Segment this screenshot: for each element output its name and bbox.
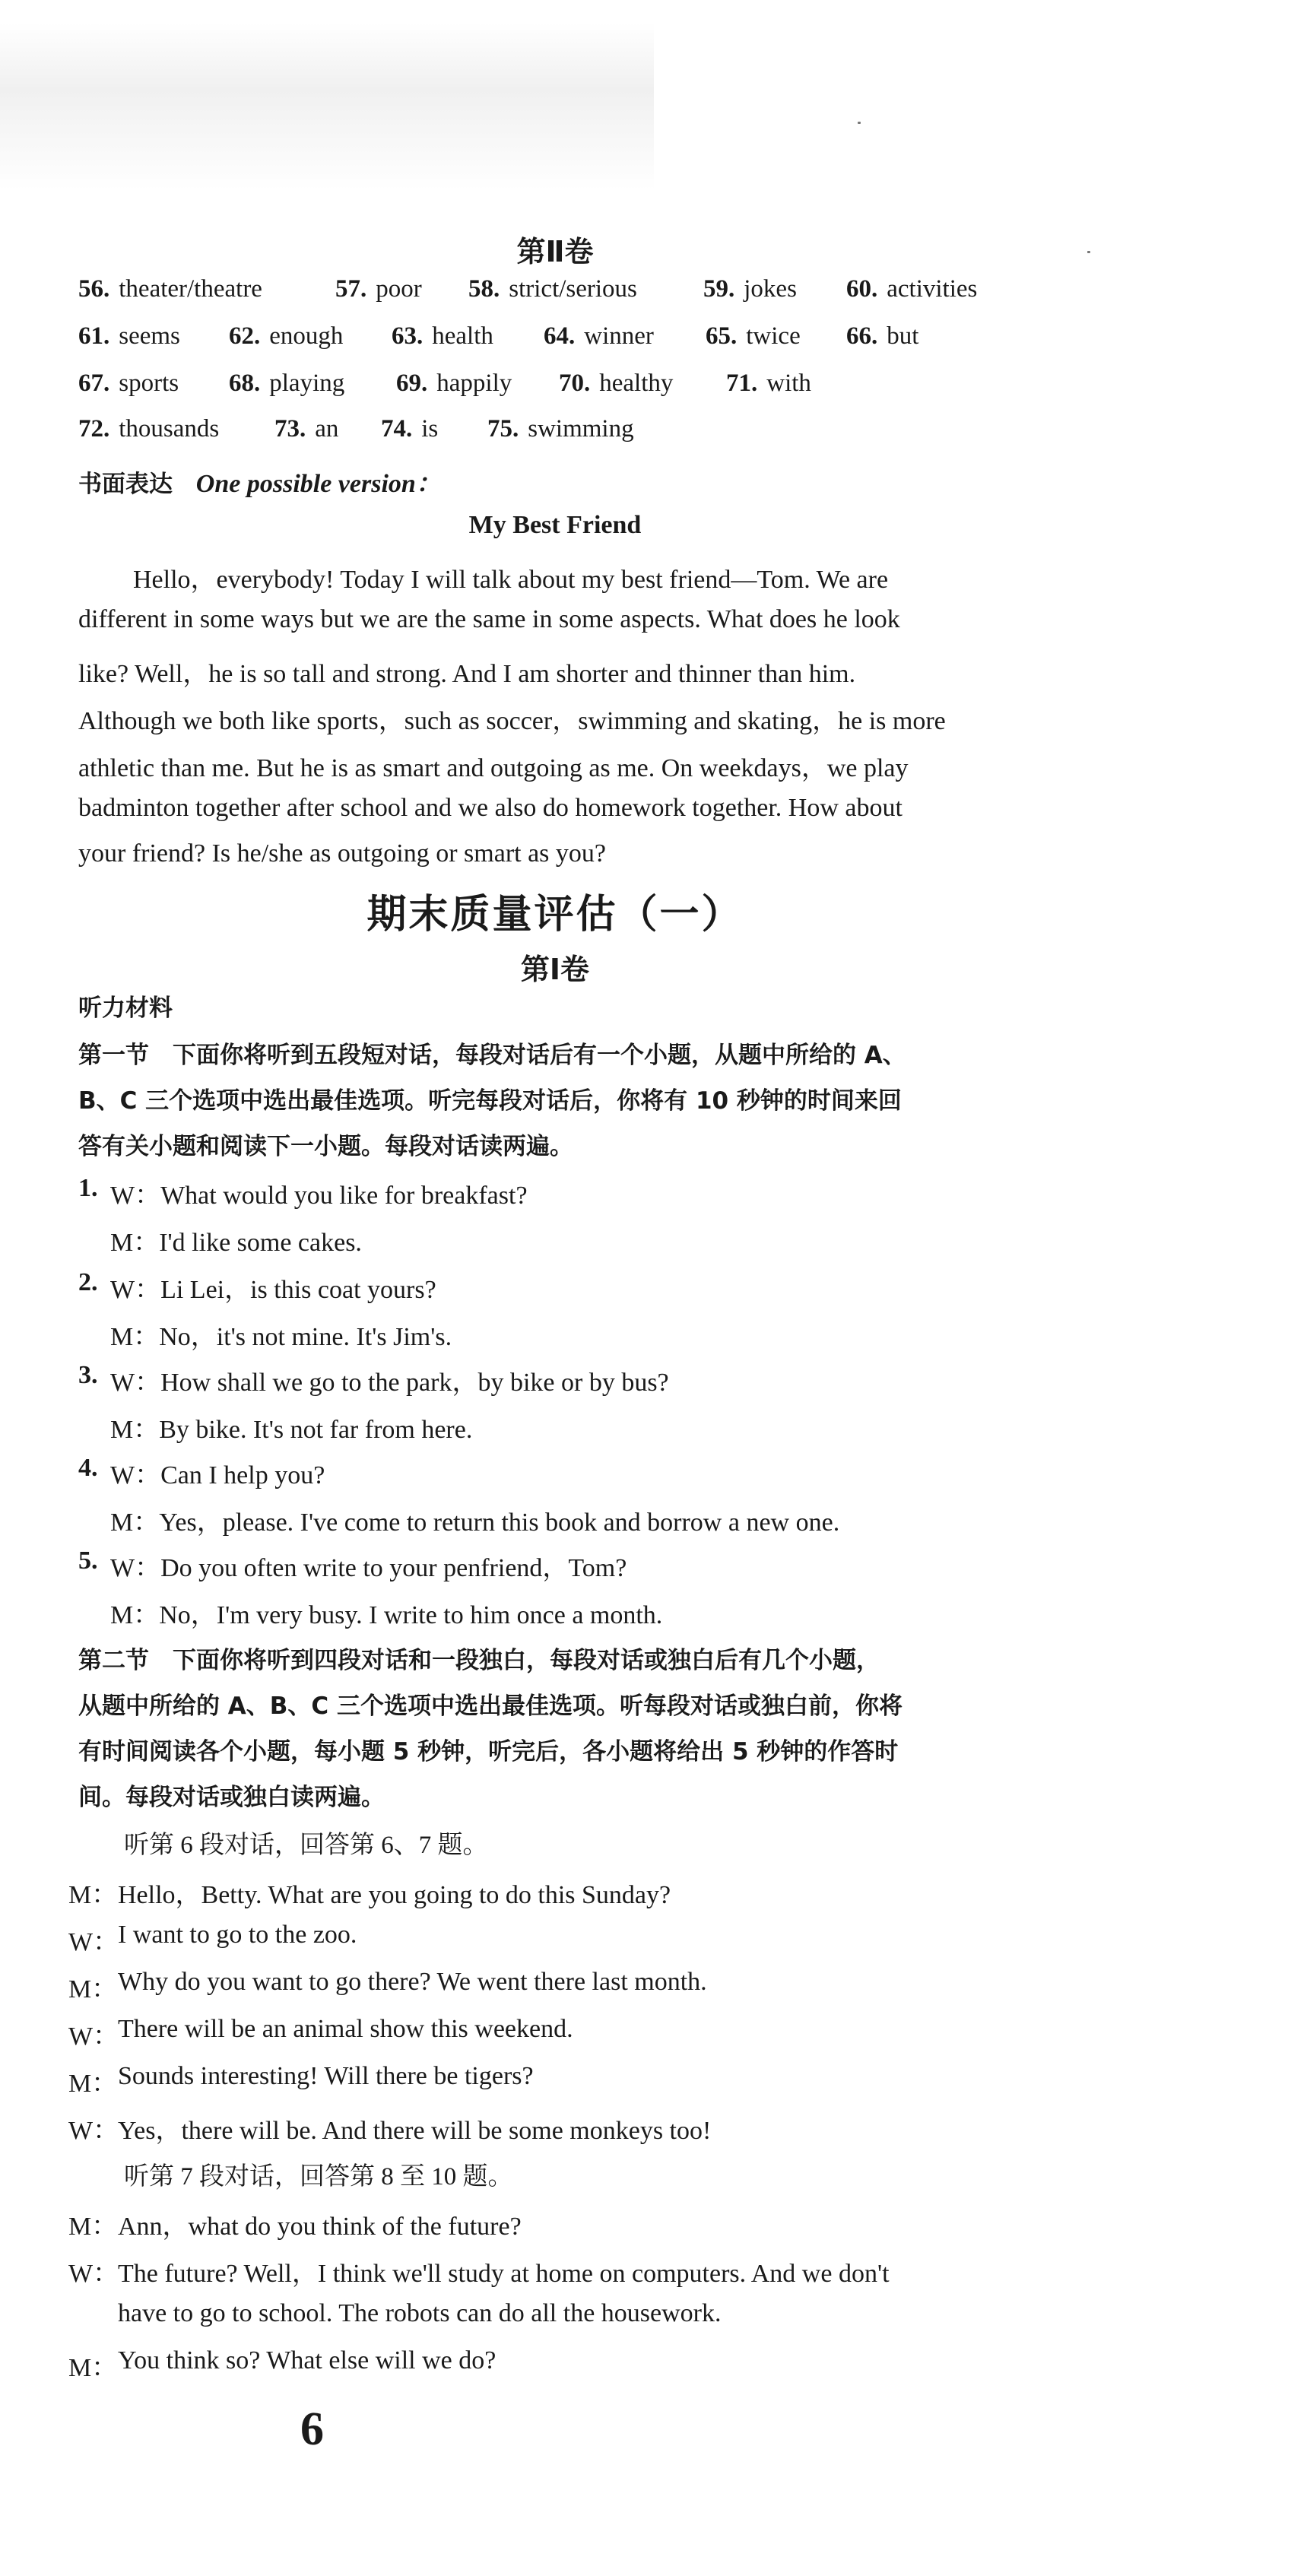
dialogue-number: 4. xyxy=(78,1454,98,1482)
answer-text: activities xyxy=(887,275,978,303)
essay-title: My Best Friend xyxy=(468,511,642,539)
answer-number: 56. xyxy=(78,275,110,303)
answer-number: 70. xyxy=(559,370,591,397)
speaker-label: M： xyxy=(68,1881,118,1909)
part2-instruction: 间。每段对话或独白读两遍。 xyxy=(78,1784,385,1811)
speaker-label: M： xyxy=(68,2070,118,2098)
answer-text: is xyxy=(421,415,439,443)
essay-line: badminton together after school and we also do homework together. How about xyxy=(78,794,903,822)
answer-text: poor xyxy=(376,275,422,303)
exam-title: 期末质量评估（一） xyxy=(366,892,744,937)
answer-number: 69. xyxy=(396,370,428,397)
dialogue-line-m: M：No，it's not mine. It's Jim's. xyxy=(110,1323,452,1351)
dialogue-number: 2. xyxy=(78,1268,98,1296)
answer-number: 63. xyxy=(392,322,424,350)
answer-text: seems xyxy=(119,322,180,350)
essay-line: different in some ways but we are the same in some aspects. What does he look xyxy=(78,605,900,633)
dialogue-line-w: W：What would you like for breakfast? xyxy=(110,1182,528,1210)
part2-instruction: 第二节 下面你将听到四段对话和一段独白，每段对话或独白后有几个小题， xyxy=(78,1647,880,1674)
dialogue-line: I want to go to the zoo. xyxy=(118,1921,357,1949)
answer-number: 62. xyxy=(229,322,261,350)
dialogue6-note: 听第 6 段对话，回答第 6、7 题。 xyxy=(124,1832,488,1859)
speaker-label: W： xyxy=(68,2022,119,2051)
answer-number: 72. xyxy=(78,415,110,443)
dialogue-line-w: W：Do you often write to your penfriend，Tom? xyxy=(110,1554,627,1582)
answer-number: 65. xyxy=(706,322,738,350)
answer-text: happily xyxy=(436,370,512,397)
answer-number: 64. xyxy=(544,322,576,350)
dialogue-line: Why do you want to go there? We went there last month. xyxy=(118,1968,707,1996)
scan-smudge xyxy=(0,23,654,190)
part1-instruction: 答有关小题和阅读下一小题。每段对话读两遍。 xyxy=(78,1133,573,1160)
dialogue-line-w: W：Li Lei，is this coat yours? xyxy=(110,1276,436,1304)
answer-text: healthy xyxy=(599,370,674,397)
dialogue-line: The future? Well，I think we'll study at home on computers. And we don't xyxy=(118,2260,890,2288)
dialogue-line: Sounds interesting! Will there be tigers? xyxy=(118,2062,534,2090)
answer-text: an xyxy=(315,415,339,443)
dialogue-line: You think so? What else will we do? xyxy=(118,2346,496,2375)
answer-number: 67. xyxy=(78,370,110,397)
answer-number: 59. xyxy=(703,275,735,303)
answer-text: theater/theatre xyxy=(119,275,262,303)
writing-sublabel: One possible version： xyxy=(195,470,442,498)
answer-text: twice xyxy=(746,322,801,350)
answer-number: 68. xyxy=(229,370,261,397)
answer-text: swimming xyxy=(528,415,634,443)
page-number: 6 xyxy=(300,2403,324,2455)
answer-text: playing xyxy=(269,370,345,397)
dialogue-line-w: W：How shall we go to the park，by bike or by bus? xyxy=(110,1369,669,1397)
answer-text: enough xyxy=(269,322,344,350)
speaker-label: M： xyxy=(68,1975,118,2003)
speaker-label: W： xyxy=(68,2117,119,2145)
essay-line: athletic than me. But he is as smart and outgoing as me. On weekdays，we play xyxy=(78,754,909,782)
dialogue-line-m: M：I'd like some cakes. xyxy=(110,1229,362,1257)
dialogue-line-w: W：Can I help you? xyxy=(110,1461,325,1489)
dialogue-line-m: M：No，I'm very busy. I write to him once a month. xyxy=(110,1601,663,1629)
answer-number: 71. xyxy=(726,370,758,397)
dialogue-line-m: M：By bike. It's not far from here. xyxy=(110,1416,473,1444)
dialogue-line: Ann，what do you think of the future? xyxy=(118,2213,522,2241)
part2-instruction: 从题中所给的 A、B、C 三个选项中选出最佳选项。听每段对话或独白前，你将 xyxy=(78,1692,903,1720)
essay-line: like? Well，he is so tall and strong. And I am shorter and thinner than him. xyxy=(78,660,856,688)
answer-text: with xyxy=(766,370,811,397)
answer-number: 57. xyxy=(335,275,367,303)
answer-text: winner xyxy=(584,322,654,350)
dialogue-line-m: M：Yes，please. I've come to return this book and borrow a new one. xyxy=(110,1508,840,1537)
answer-number: 75. xyxy=(487,415,519,443)
dialogue-number: 3. xyxy=(78,1361,98,1389)
answer-text: strict/serious xyxy=(509,275,637,303)
dialogue-line: have to go to school. The robots can do all the housework. xyxy=(118,2299,722,2327)
answer-number: 74. xyxy=(381,415,413,443)
dialogue-line: There will be an animal show this weekend. xyxy=(118,2015,573,2043)
answer-number: 61. xyxy=(78,322,110,350)
answer-number: 66. xyxy=(846,322,878,350)
speaker-label: M： xyxy=(68,2354,118,2382)
answer-number: 60. xyxy=(846,275,878,303)
answer-text: sports xyxy=(119,370,179,397)
part1-instruction: B、C 三个选项中选出最佳选项。听完每段对话后，你将有 10 秒钟的时间来回 xyxy=(78,1087,902,1115)
answer-text: health xyxy=(432,322,493,350)
answer-text: jokes xyxy=(744,275,797,303)
answer-text: but xyxy=(887,322,919,350)
essay-line: your friend? Is he/she as outgoing or smart as you? xyxy=(78,839,606,868)
dialogue7-note: 听第 7 段对话，回答第 8 至 10 题。 xyxy=(124,2163,513,2191)
essay-line: Although we both like sports，such as soccer，swimming and skating，he is more xyxy=(78,707,946,735)
answer-number: 58. xyxy=(468,275,500,303)
dialogue-line: Hello，Betty. What are you going to do this Sunday? xyxy=(118,1881,671,1909)
essay-line: Hello，everybody! Today I will talk about my best friend—Tom. We are xyxy=(133,566,889,594)
part1-title: 第Ⅰ卷 xyxy=(520,953,590,986)
answer-text: thousands xyxy=(119,415,220,443)
part2-instruction: 有时间阅读各个小题，每小题 5 秒钟，听完后，各小题将给出 5 秒钟的作答时 xyxy=(78,1738,899,1765)
speaker-label: M： xyxy=(68,2213,118,2241)
speaker-label: W： xyxy=(68,1928,119,1956)
writing-label xyxy=(78,462,442,500)
part1-instruction: 第一节 下面你将听到五段短对话，每段对话后有一个小题，从题中所给的 A、 xyxy=(78,1042,906,1069)
listening-label: 听力材料 xyxy=(78,995,173,1022)
speaker-label: W： xyxy=(68,2260,119,2288)
scan-speck xyxy=(858,122,861,124)
answer-number: 73. xyxy=(274,415,306,443)
dialogue-number: 5. xyxy=(78,1547,98,1575)
dialogue-number: 1. xyxy=(78,1174,98,1202)
dialogue-line: Yes，there will be. And there will be some monkeys too! xyxy=(118,2117,712,2145)
writing-label-cn: 书面表达 xyxy=(78,471,173,498)
section2-title: 第Ⅱ卷 xyxy=(516,235,594,268)
